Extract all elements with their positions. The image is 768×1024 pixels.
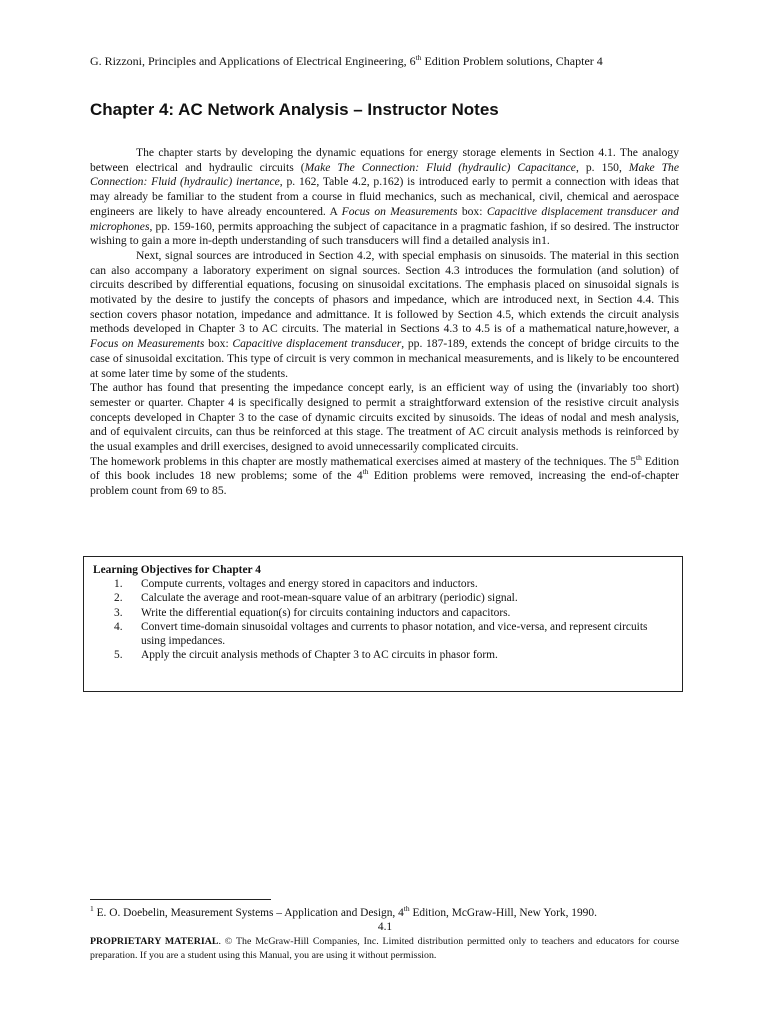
objective-text: Convert time-domain sinusoidal voltages and currents to phasor notation, and vice-versa, and represent circuits using impedances. [141, 620, 648, 648]
p1-italic-4: Capacitive displacement transducer and microphones [90, 204, 679, 233]
p4-superscript-1: th [635, 452, 642, 462]
objective-text: Write the differential equation(s) for circuits containing inductors and capacitors. [141, 606, 511, 619]
p1-italic-1: Make The Connection: Fluid (hydraulic) Capacitance [304, 160, 576, 174]
footnote-superscript: th [403, 904, 410, 914]
footnote [90, 906, 690, 920]
p1-text-2: , p. 150, [575, 160, 629, 174]
p1-italic-3: Focus on Measurements [341, 204, 458, 218]
header-text: G. Rizzoni, Principles and Applications of Electrical Engineering, 6 [90, 54, 416, 68]
chapter-title: Chapter 4: AC Network Analysis – Instructor Notes [90, 100, 499, 119]
learning-objectives-list [93, 577, 674, 662]
header-text-end: Edition Problem solutions, Chapter 4 [421, 54, 603, 68]
objective-text: Compute currents, voltages and energy stored in capacitors and inductors. [141, 578, 478, 591]
proprietary-notice [90, 935, 679, 963]
p1-text-5: , pp. 159-160, permits approaching the subject of capacitance in a pragmatic fashion, if so desired. The instructor wishing to gain a more in-depth understanding of such transducers will find a detailed analysis in1. [90, 219, 679, 248]
footnote-text: E. O. Doebelin, Measurement Systems – Application and Design, 4 [93, 907, 404, 919]
p2-italic-1: Focus on Measurements [90, 337, 205, 351]
objective-item [93, 648, 674, 662]
p1-text-1: The chapter starts by developing the dynamic equations for energy storage elements in Section 4.1. The analogy between electrical and hydraulic circuits ( [90, 146, 679, 174]
p2-italic-2: Capacitive displacement transducer [232, 337, 402, 351]
p4-text-3: Edition problems were removed, increasing the end-of-chapter problem count from 69 to 85. [90, 469, 679, 498]
objective-text: Calculate the average and root-mean-square value of an arbitrary (periodic) signal. [141, 592, 518, 605]
running-header [90, 54, 690, 68]
learning-objectives-box [83, 556, 683, 692]
footnote-marker: 1 [90, 904, 94, 914]
instructor-notes-body [90, 146, 679, 499]
p1-text-3: , p. 162, Table 4.2, p.162) is introduced early to permit a connection with ideas that may already be familiar to the student from a course in fluid mechanics, such as mechanical, civil, chemical and aerospace engineers are likely to have already encountered. A [90, 175, 679, 218]
paragraph-4 [90, 452, 679, 499]
proprietary-label: PROPRIETARY MATERIAL [90, 936, 219, 947]
objective-item [93, 620, 674, 648]
p4-text-2: Edition of this book includes 18 new problems; some of the 4 [90, 454, 679, 483]
p1-text-4: box: [457, 204, 487, 218]
p2-text-3: , pp. 187-189, extends the concept of bridge circuits to the case of sinusoidal excitation. This type of circuit is very common in mechanical measurements, and is likely to be encountered at some later time by some of the students. [90, 337, 679, 380]
p1-italic-2: Make The Connection: Fluid (hydraulic) inertance [90, 160, 679, 189]
objective-number: 4. [114, 620, 123, 633]
objective-item [93, 606, 674, 620]
objective-number: 1. [114, 578, 123, 591]
paragraph-2 [90, 249, 679, 381]
objective-text: Apply the circuit analysis methods of Chapter 3 to AC circuits in phasor form. [141, 649, 498, 662]
objective-item [93, 577, 674, 591]
objective-number: 3. [114, 606, 123, 619]
objective-item [93, 591, 674, 605]
p4-text-1: The homework problems in this chapter are mostly mathematical exercises aimed at mastery of the techniques. The 5 [90, 454, 636, 468]
p2-text-2: box: [204, 337, 233, 351]
page-number: 4.1 [377, 921, 393, 933]
objective-number: 2. [114, 592, 123, 605]
header-superscript: th [415, 53, 422, 62]
footnote-text-end: Edition, McGraw-Hill, New York, 1990. [409, 907, 597, 919]
learning-objectives-title: Learning Objectives for Chapter 4 [93, 564, 261, 576]
paragraph-3: The author has found that presenting the impedance concept early, is an efficient way of using the (invariably too short) semester or quarter. Chapter 4 is specifically designed to permit a straightforward extension of the resistive circuit analysis concepts developed in Chapter 3 to the case of dynamic circuits excited by sinusoids. The ideas of nodal and mesh analysis, and of equivalent circuits, can thus be reinforced at this stage. The treatment of AC circuit analysis methods is reinforced by the usual examples and drill exercises, designed to avoid unnecessarily complicated circuits. [90, 381, 679, 454]
p2-text-1: Next, signal sources are introduced in Section 4.2, with special emphasis on sinusoids. The material in this section can also accompany a laboratory experiment on signal sources. Section 4.3 introduces the formulation (and solution) of circuits described by differential equations, focusing on sinusoidal excitations. The emphasis placed on sinusoidal signals is motivated by the desire to justify the concepts of phasors and impedance, which are introduced next, in Section 4.4. This section covers phasor notation, impedance and admittance. It is followed by Section 4.5, which extends the circuit analysis methods developed in Chapter 3 to AC circuits. The material in Sections 4.3 to 4.5 is of a mathematical nature,however, a [90, 248, 679, 336]
p4-superscript-2: th [362, 467, 369, 477]
footnote-divider [90, 899, 271, 900]
paragraph-1 [90, 146, 679, 249]
objective-number: 5. [114, 649, 123, 662]
proprietary-text: . © The McGraw-Hill Companies, Inc. Limited distribution permitted only to teachers and educators for course preparation. If you are a student using this Manual, you are using it without permission. [90, 936, 679, 961]
